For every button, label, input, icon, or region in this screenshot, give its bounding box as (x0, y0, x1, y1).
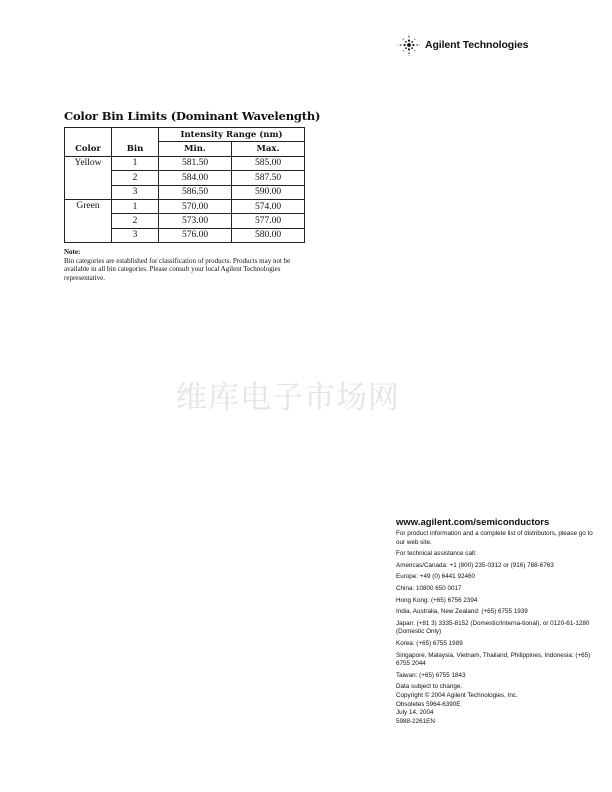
bin-cell: 1 (112, 156, 159, 170)
footer-line: July 14, 2004 (396, 709, 434, 717)
footer-line: Data subject to change. (396, 683, 463, 691)
header-blank (112, 128, 159, 142)
bin-cell: 3 (112, 228, 159, 242)
bin-cell: 1 (112, 199, 159, 213)
note-text: Bin categories are established for classification of products. Products may not be available in all bin categories. Please consult your local Agilent Technologies representative. (64, 256, 291, 282)
table-note (64, 248, 309, 282)
max-cell: 590.00 (232, 185, 305, 199)
watermark: 维库电子市场网 (176, 380, 400, 416)
table-row (65, 156, 305, 170)
header-max: Max. (232, 142, 305, 156)
header-blank (65, 128, 112, 142)
color-bin-table (64, 127, 305, 243)
company-logo (398, 34, 528, 56)
bin-cell: 3 (112, 185, 159, 199)
company-name: Agilent Technologies (425, 39, 529, 51)
color-cell: Yellow (65, 156, 112, 199)
max-cell: 585.00 (232, 156, 305, 170)
min-cell: 576.00 (159, 228, 232, 242)
header-intensity-range: Intensity Range (nm) (159, 128, 305, 142)
contact-line: Japan: (+81 3) 3335-8152 (Domestic/Interna-tional), or 0120-61-1280 (Domestic Only) (396, 619, 590, 636)
max-cell: 587.50 (232, 171, 305, 185)
contact-line: Singapore, Malaysia, Vietnam, Thailand, Philippines, Indonesia: (+65) 6755 2044 (396, 651, 591, 668)
website-link[interactable]: www.agilent.com/semiconductors (396, 517, 550, 528)
max-cell: 574.00 (232, 199, 305, 213)
header-color: Color (65, 142, 112, 156)
color-bin-section (64, 109, 321, 283)
contact-line: Europe: +49 (0) 6441 92460 (396, 573, 475, 581)
contact-line: For technical assistance call: (396, 550, 477, 558)
note-label: Note: (64, 248, 81, 257)
contact-line: Americas/Canada: +1 (800) 235-0312 or (916) 788-6763 (396, 561, 554, 569)
min-cell: 570.00 (159, 199, 232, 213)
header-min: Min. (159, 142, 232, 156)
bin-cell: 2 (112, 214, 159, 228)
table-row (65, 199, 305, 213)
contact-line: China: 10800 650 0017 (396, 584, 462, 592)
color-cell: Green (65, 199, 112, 242)
contact-line: For product information and a complete list of distributors, please go to our web site. (396, 530, 593, 546)
contact-line: Hong Kong: (+65) 6756 2394 (396, 596, 478, 604)
bin-cell: 2 (112, 171, 159, 185)
footer-line: Obsoletes 5964-6390E (396, 700, 461, 708)
min-cell: 573.00 (159, 214, 232, 228)
footer-line: 5988-2261EN (396, 717, 435, 725)
footer-line: Copyright © 2004 Agilent Technologies, Inc. (396, 691, 518, 699)
header-row-bottom (65, 142, 305, 156)
contact-line: Taiwan: (+65) 6755 1843 (396, 671, 466, 679)
min-cell: 586.50 (159, 185, 232, 199)
min-cell: 584.00 (159, 171, 232, 185)
header-bin: Bin (112, 142, 159, 156)
contact-line: Korea: (+65) 6755 1989 (396, 639, 463, 647)
contact-block (396, 517, 596, 726)
section-title: Color Bin Limits (Dominant Wavelength) (64, 109, 321, 123)
contact-line: India, Australia, New Zealand: (+65) 6755 1939 (396, 608, 528, 616)
max-cell: 577.00 (232, 214, 305, 228)
min-cell: 581.50 (159, 156, 232, 170)
max-cell: 580.00 (232, 228, 305, 242)
spark-icon (398, 34, 420, 56)
header-row-top (65, 128, 305, 142)
